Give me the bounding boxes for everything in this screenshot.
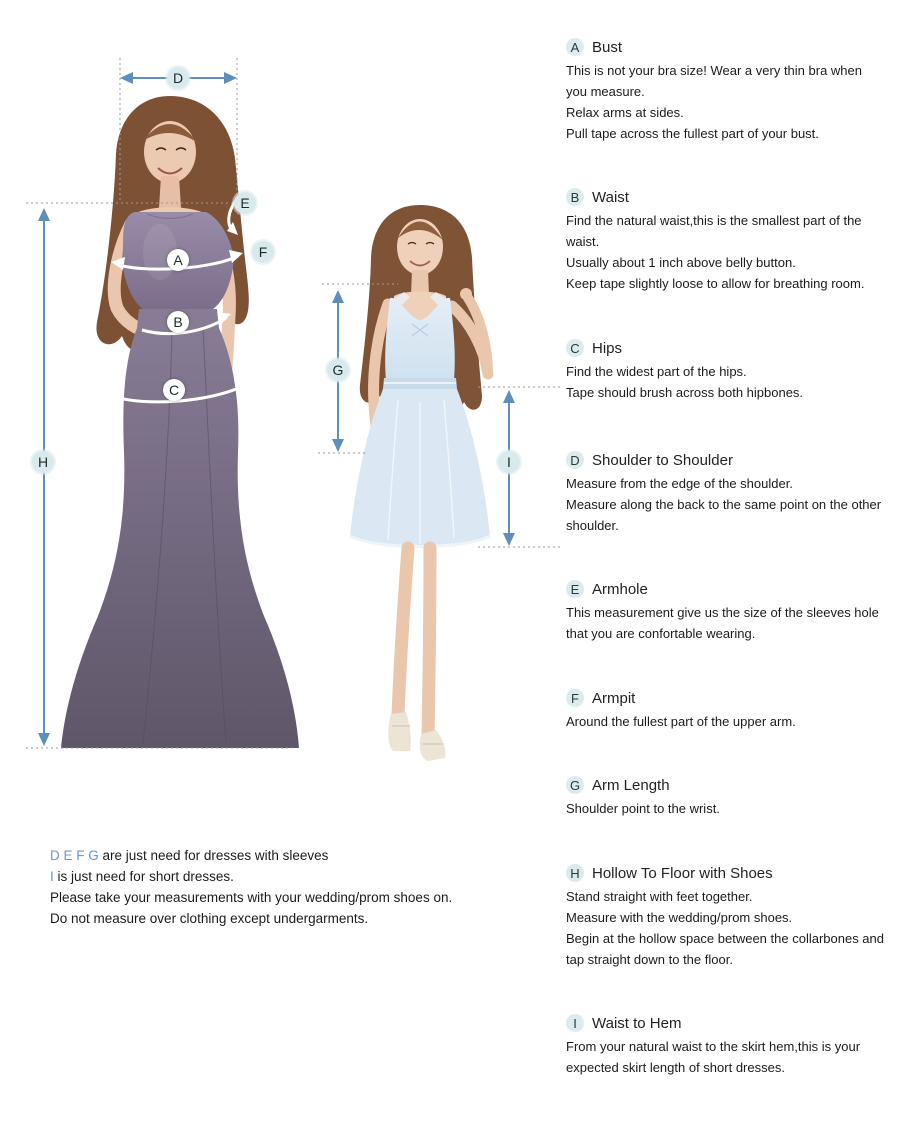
section-text-line: tap straight down to the floor. — [566, 952, 733, 967]
arrow-D-head-right — [224, 72, 237, 84]
section-text-line: Measure along the back to the same point on the other — [566, 497, 882, 512]
section-hips — [566, 339, 910, 403]
measurement-notes — [50, 845, 520, 929]
section-text-line: Tape should brush across both hipbones. — [566, 385, 804, 400]
section-heading — [566, 451, 910, 469]
section-title: Armhole — [592, 580, 648, 598]
section-letter-badge: A — [566, 38, 584, 56]
note-text: are just need for dresses with sleeves — [98, 848, 329, 863]
section-waist — [566, 188, 910, 294]
section-text-line: Around the fullest part of the upper arm. — [566, 714, 796, 729]
section-text-line: Pull tape across the fullest part of your bust. — [566, 126, 819, 141]
section-text-line: This measurement give us the size of the sleeves hole — [566, 605, 879, 620]
section-letter-badge: C — [566, 339, 584, 357]
arrow-I-head-bottom — [503, 533, 515, 546]
figure-label-C: C — [163, 379, 185, 401]
section-text-line: waist. — [566, 234, 600, 249]
section-title: Hips — [592, 339, 623, 357]
section-title: Waist — [592, 188, 629, 206]
section-text-line: From your natural waist to the skirt hem,this is your — [566, 1039, 861, 1054]
note-line-clothing: Do not measure over clothing except undergarments. — [50, 911, 369, 926]
section-letter-badge: G — [566, 776, 584, 794]
section-letter-badge: B — [566, 188, 584, 206]
section-bust — [566, 38, 910, 144]
model2-shoe-right — [420, 730, 446, 761]
arrow-I-head-top — [503, 390, 515, 403]
section-text-line: Stand straight with feet together. — [566, 889, 753, 904]
section-title: Waist to Hem — [592, 1014, 682, 1032]
arrow-G-head-bottom — [332, 439, 344, 452]
section-text-line: Measure with the wedding/prom shoes. — [566, 910, 793, 925]
section-text-line: you measure. — [566, 84, 645, 99]
model2-leg-right — [428, 548, 430, 736]
figure-label-A: A — [167, 249, 189, 271]
section-heading — [566, 864, 910, 882]
section-text-line: expected skirt length of short dresses. — [566, 1060, 785, 1075]
model2-hand-right — [460, 288, 472, 300]
figure-label-I: I — [498, 451, 520, 473]
measurement-diagram — [0, 0, 565, 780]
section-text-line: Shoulder point to the wrist. — [566, 801, 720, 816]
section-text-line: Begin at the hollow space between the collarbones and — [566, 931, 884, 946]
figure-label-G: G — [327, 359, 349, 381]
arrow-C-head-left — [107, 389, 121, 402]
section-text-line: Find the widest part of the hips. — [566, 364, 747, 379]
models-illustration — [0, 0, 565, 780]
model2-shoe-left — [388, 712, 411, 751]
figure-label-F: F — [252, 241, 274, 263]
section-letter-badge: H — [566, 864, 584, 882]
section-armhole — [566, 580, 910, 644]
note-text: is just need for short dresses. — [53, 869, 234, 884]
section-hollow-to-floor — [566, 864, 910, 970]
note-line-short-dresses — [50, 866, 520, 887]
figure-label-B: B — [167, 311, 189, 333]
arrow-C-head-right — [234, 380, 248, 393]
figure-label-E: E — [234, 192, 256, 214]
note-line-shoes: Please take your measurements with your wedding/prom shoes on. — [50, 890, 453, 905]
section-heading — [566, 339, 910, 357]
section-text-line: shoulder. — [566, 518, 619, 533]
section-text-line: Measure from the edge of the shoulder. — [566, 476, 793, 491]
section-title: Armpit — [592, 689, 636, 707]
section-text-line: that you are confortable wearing. — [566, 626, 756, 641]
section-text-line: Find the natural waist,this is the smallest part of the — [566, 213, 862, 228]
long-dress-model — [61, 96, 299, 748]
section-letter-badge: E — [566, 580, 584, 598]
section-text-line: Keep tape slightly loose to allow for breathing room. — [566, 276, 865, 291]
section-title: Shoulder to Shoulder — [592, 451, 733, 469]
section-heading — [566, 689, 910, 707]
section-text-line: This is not your bra size! Wear a very thin bra when — [566, 63, 862, 78]
section-title: Arm Length — [592, 776, 670, 794]
note-highlight-i: I — [50, 869, 54, 884]
section-armpit — [566, 689, 910, 732]
model2-leg-left — [398, 548, 408, 716]
arrow-H-head-bottom — [38, 733, 50, 746]
section-letter-badge: F — [566, 689, 584, 707]
section-arm-length — [566, 776, 910, 819]
section-letter-badge: I — [566, 1014, 584, 1032]
arrow-D-head-left — [120, 72, 133, 84]
section-letter-badge: D — [566, 451, 584, 469]
section-heading — [566, 1014, 910, 1032]
arrow-H-head-top — [38, 208, 50, 221]
note-highlight-defg: D E F G — [50, 848, 99, 863]
section-heading — [566, 188, 910, 206]
section-heading — [566, 38, 910, 56]
arrow-G-head-top — [332, 290, 344, 303]
section-text-line: Relax arms at sides. — [566, 105, 684, 120]
section-title: Bust — [592, 38, 623, 56]
short-dress-model — [350, 205, 490, 761]
section-shoulder-to-shoulder — [566, 451, 910, 536]
section-heading — [566, 776, 910, 794]
section-title: Hollow To Floor with Shoes — [592, 864, 773, 882]
figure-label-D: D — [167, 67, 189, 89]
section-heading — [566, 580, 910, 598]
section-text-line: Usually about 1 inch above belly button. — [566, 255, 796, 270]
section-waist-to-hem — [566, 1014, 910, 1078]
figure-label-H: H — [32, 451, 54, 473]
note-line-sleeves — [50, 845, 520, 866]
